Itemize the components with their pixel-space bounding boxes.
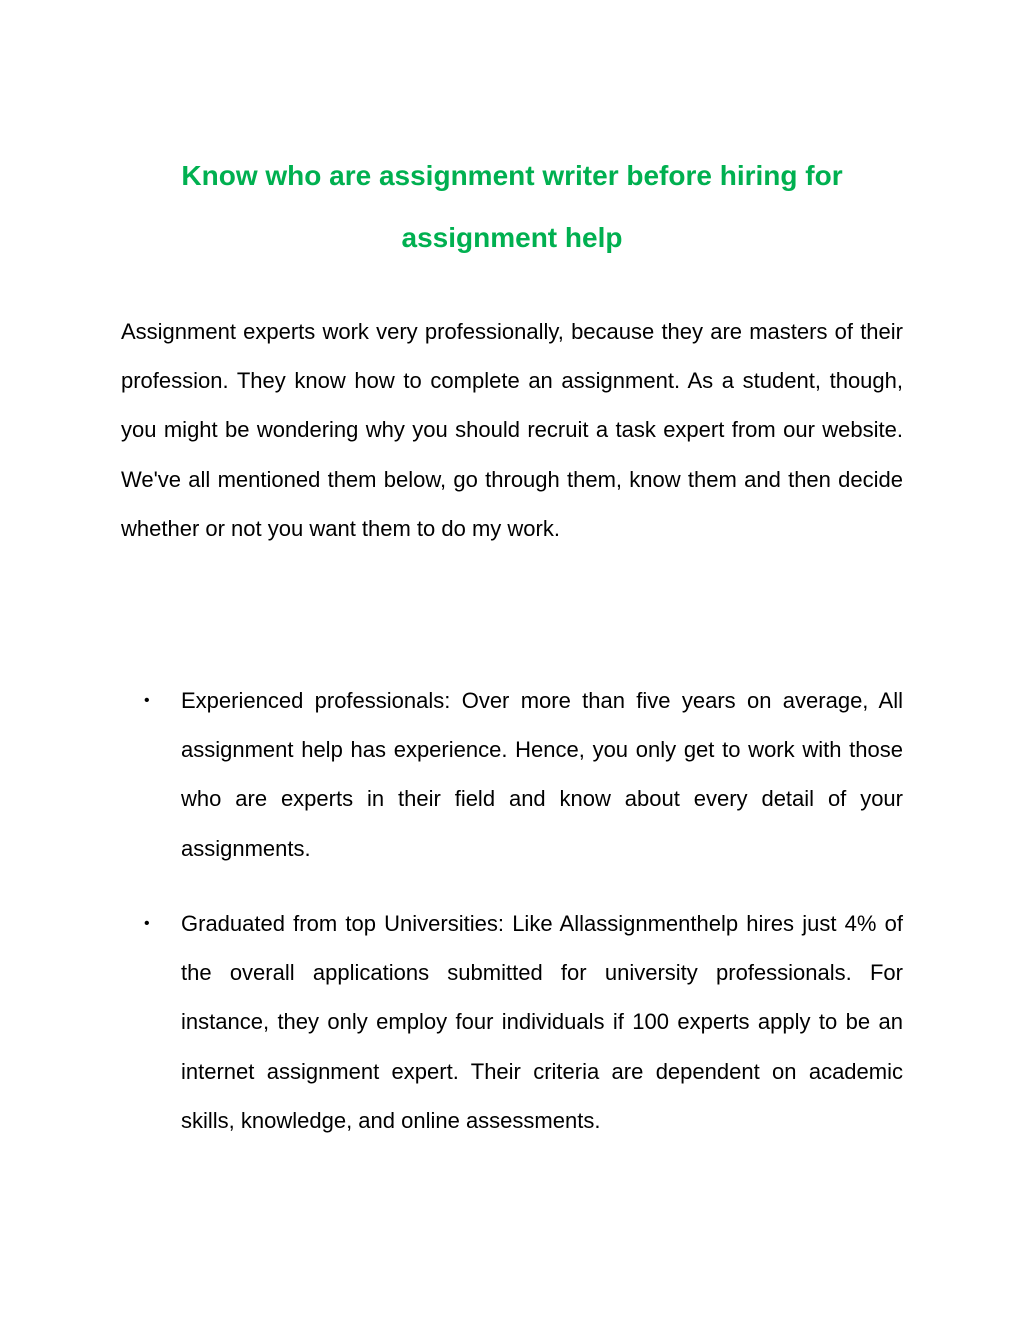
list-item <box>144 676 903 873</box>
page-title: Know who are assignment writer before hiring for assignment help <box>181 160 843 253</box>
bullet-icon: • <box>144 692 150 709</box>
bullet-text: Experienced professionals: Over more than five years on average, All assignment help has experience. Hence, you only get to work with those who are experts in their field and know about every detail of your assignments. <box>181 688 903 861</box>
intro-paragraph: Assignment experts work very professionally, because they are masters of their profession. They know how to complete an assignment. As a student, though, you might be wondering why you should recruit a task expert from our website. We've all mentioned them below, go through them, know them and then decide whether or not you want them to do my work. <box>121 319 903 541</box>
bullet-icon: • <box>144 915 150 932</box>
bullet-text: Graduated from top Universities: Like Allassignmenthelp hires just 4% of the overall applications submitted for university professionals. For instance, they only employ four individuals if 100 experts apply to be an internet assignment expert. Their criteria are dependent on academic skills, knowledge, and online assessments. <box>181 911 903 1133</box>
list-item <box>144 899 903 1145</box>
